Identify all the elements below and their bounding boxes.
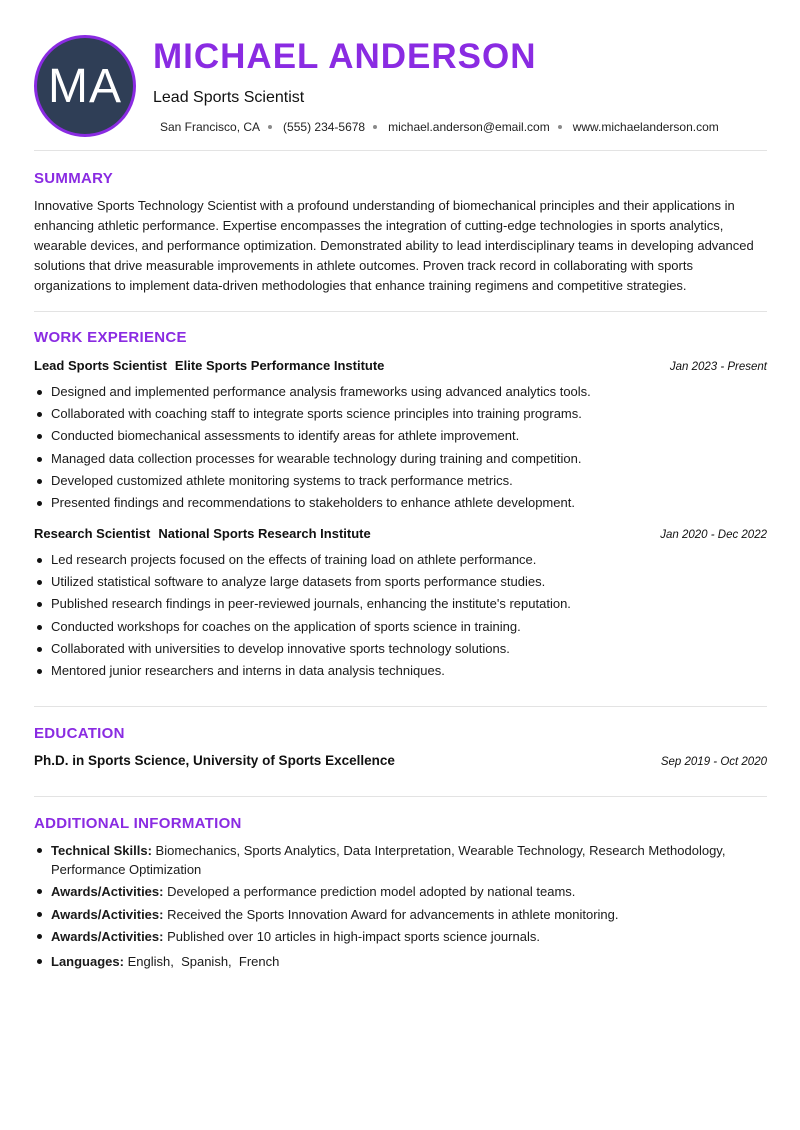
- separator-dot-icon: [268, 125, 272, 129]
- job-title: Research Scientist: [34, 526, 151, 541]
- item-text: Developed a performance prediction model adopted by national teams.: [167, 884, 576, 900]
- section-divider: [34, 796, 767, 797]
- education-degree: Ph.D. in Sports Science, University of Sports Excellence: [34, 753, 395, 768]
- job-organization: National Sports Research Institute: [158, 526, 371, 541]
- item-label: Awards/Activities:: [51, 884, 164, 900]
- additional-list: [34, 841, 767, 974]
- item-text: English, Spanish, French: [127, 953, 280, 969]
- list-item: Published research findings in peer-reviewed journals, enhancing the institute's reputation.: [34, 593, 767, 615]
- job-organization: Elite Sports Performance Institute: [174, 358, 385, 373]
- job-header: [34, 526, 767, 541]
- list-item: Designed and implemented performance analysis frameworks using advanced analytics tools.: [34, 381, 767, 403]
- job-bullets: [34, 549, 767, 682]
- list-item: Conducted workshops for coaches on the application of sports science in training.: [34, 616, 767, 638]
- additional-heading: ADDITIONAL INFORMATION: [34, 815, 242, 832]
- contact-website[interactable]: www.michaelanderson.com: [572, 120, 719, 134]
- education-entry: [34, 753, 767, 768]
- summary-heading: SUMMARY: [34, 170, 114, 187]
- list-item: Collaborated with coaching staff to integrate sports science principles into training programs.: [34, 403, 767, 425]
- education-heading: EDUCATION: [34, 725, 125, 742]
- contact-row: [160, 119, 719, 135]
- list-item: Developed customized athlete monitoring systems to track performance metrics.: [34, 470, 767, 492]
- job-bullets: [34, 381, 767, 514]
- section-divider: [34, 706, 767, 707]
- item-label: Languages:: [51, 953, 124, 969]
- education-date: Sep 2019 - Oct 2020: [660, 756, 767, 768]
- job-date: Jan 2023 - Present: [669, 361, 767, 373]
- avatar-initials: MA: [48, 59, 122, 113]
- candidate-name: MICHAEL ANDERSON: [153, 37, 537, 76]
- list-item: [34, 905, 767, 924]
- list-item: Conducted biomechanical assessments to identify areas for athlete improvement.: [34, 425, 767, 447]
- list-item: [34, 882, 767, 901]
- item-text: Biomechanics, Sports Analytics, Data Interpretation, Wearable Technology, Research Methodology, Performance Optimization: [51, 843, 726, 877]
- list-item: [34, 927, 767, 946]
- list-item: Mentored junior researchers and interns in data analysis techniques.: [34, 660, 767, 682]
- item-text: Received the Sports Innovation Award for advancements in athlete monitoring.: [167, 906, 619, 922]
- section-divider: [34, 150, 767, 151]
- list-item: Collaborated with universities to develop innovative sports technology solutions.: [34, 638, 767, 660]
- list-item: Utilized statistical software to analyze large datasets from sports performance studies.: [34, 571, 767, 593]
- separator-dot-icon: [373, 125, 377, 129]
- job-date: Jan 2020 - Dec 2022: [660, 529, 767, 541]
- contact-location: San Francisco, CA: [160, 120, 261, 134]
- summary-text: Innovative Sports Technology Scientist with a profound understanding of biomechanical principles and their applications in enhancing athletic performance. Expertise encompasses the integration of cutting-edge technologies in sports analytics, wearable devices, and performance optimization. Demonstrated ability to lead interdisciplinary teams in developing advanced solutions that drive measurable improvements in athlete outcomes. Proven track record in collaborating with sports organizations to implement data-driven methodologies that enhance training regimens and competitive strategies.: [34, 198, 754, 293]
- list-item: Presented findings and recommendations to stakeholders to enhance athlete development.: [34, 492, 767, 514]
- experience-heading: WORK EXPERIENCE: [34, 329, 187, 346]
- contact-phone: (555) 234-5678: [283, 120, 366, 134]
- list-item: Led research projects focused on the effects of training load on athlete performance.: [34, 549, 767, 571]
- list-item: [34, 952, 767, 971]
- avatar: [34, 35, 136, 137]
- section-divider: [34, 311, 767, 312]
- item-label: Awards/Activities:: [51, 928, 164, 944]
- candidate-role: Lead Sports Scientist: [153, 89, 305, 106]
- job-header: [34, 358, 767, 373]
- contact-email[interactable]: michael.anderson@email.com: [388, 120, 550, 134]
- item-label: Technical Skills:: [51, 843, 152, 858]
- separator-dot-icon: [558, 125, 562, 129]
- job-title: Lead Sports Scientist: [34, 358, 167, 373]
- item-label: Awards/Activities:: [51, 906, 164, 922]
- item-text: Published over 10 articles in high-impact sports science journals.: [167, 928, 540, 944]
- list-item: Managed data collection processes for wearable technology during training and competition.: [34, 448, 767, 470]
- list-item: [34, 841, 767, 879]
